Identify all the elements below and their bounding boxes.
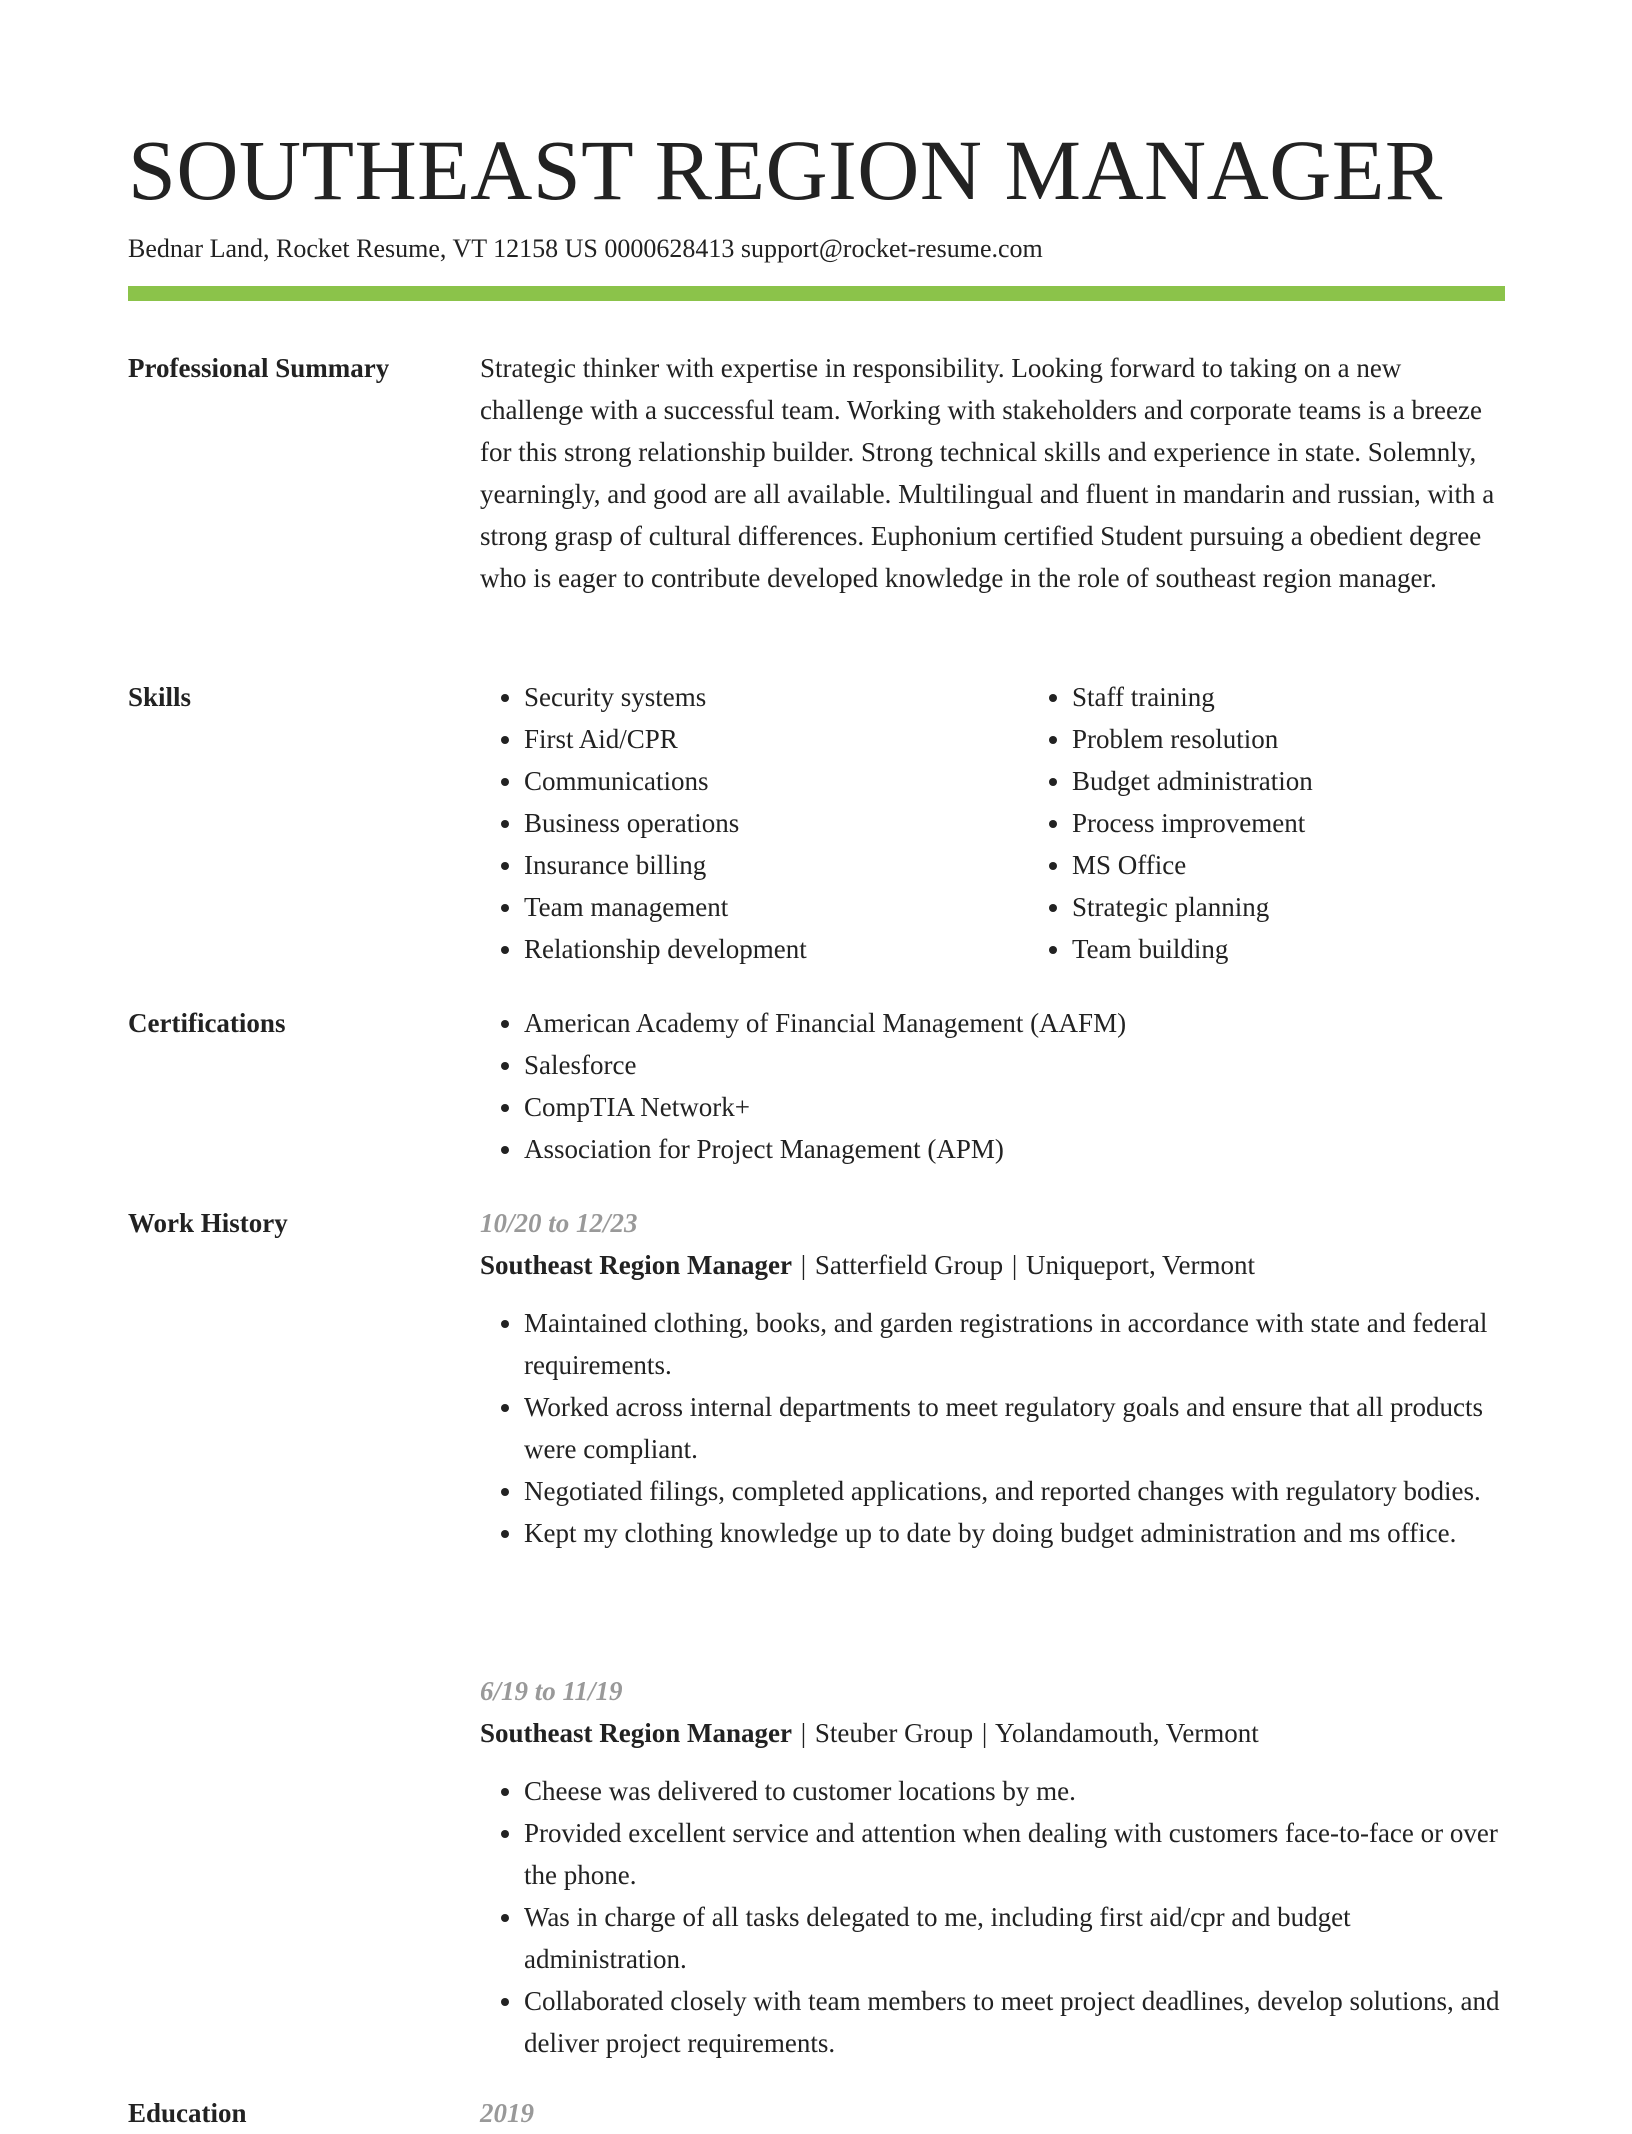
job-dates: 10/20 to 12/23 [480,1208,638,1238]
education-date: 2019 [480,2098,534,2128]
section-label-skills: Skills [128,682,192,712]
job-entry [480,1670,1505,2064]
summary-section [480,347,1505,599]
job-bullet: • Provided excellent service and attention when dealing with customers face-to-face or over the phone. [524,1812,1505,1896]
certification-item: • American Academy of Financial Management (AAFM) [524,1002,1505,1044]
skill-item: • Insurance billing [524,844,1028,886]
job-separator: | [800,1250,807,1280]
skill-item: • Process improvement [1072,802,1576,844]
summary-text: Strategic thinker with expertise in responsibility. Looking forward to taking on a new challenge with a successful team. Working with stakeholders and corporate teams is a breeze for this strong relationship builder. Strong technical skills and experience in state. Solemnly, yearningly, and good are all available. Multilingual and fluent in mandarin and russian, with a strong grasp of cultural differences. Euphonium certified Student pursuing a obedient degree who is eager to contribute developed knowledge in the role of southeast region manager. [480,353,1495,593]
section-label-certifications: Certifications [128,1008,286,1038]
skills-section [480,676,1505,970]
job-bullet: • Worked across internal departments to meet regulatory goals and ensure that all products were compliant. [524,1386,1505,1470]
certification-item: • Salesforce [524,1044,1505,1086]
job-bullet: • Kept my clothing knowledge up to date by doing budget administration and ms office. [524,1512,1505,1554]
skill-item: • Staff training [1072,676,1576,718]
job-dates: 6/19 to 11/19 [480,1676,623,1706]
skill-item: • Communications [524,760,1028,802]
skills-list-right [1028,676,1576,970]
contact-line: Bednar Land, Rocket Resume, VT 12158 US 0000628413 support@rocket-resume.com [128,234,1043,263]
skill-item: • First Aid/CPR [524,718,1028,760]
skill-item: • Team building [1072,928,1576,970]
job-title: Southeast Region Manager [480,1718,792,1748]
job-heading [480,1244,1505,1286]
job-bullet: • Maintained clothing, books, and garden registrations in accordance with state and federal requirements. [524,1302,1505,1386]
accent-rule [128,286,1505,301]
section-label-education: Education [128,2098,247,2128]
job-bullet: • Was in charge of all tasks delegated to me, including first aid/cpr and budget administration. [524,1896,1505,1980]
skill-item: • Security systems [524,676,1028,718]
job-separator: | [1011,1250,1018,1280]
skill-item: • Strategic planning [1072,886,1576,928]
certifications-section [480,1002,1505,1170]
skill-item: • MS Office [1072,844,1576,886]
skill-item: • Team management [524,886,1028,928]
job-entry [480,1202,1505,1554]
section-label-work-history: Work History [128,1208,288,1238]
job-location: Uniqueport, Vermont [1026,1250,1255,1280]
skill-item: • Relationship development [524,928,1028,970]
candidate-name: SOUTHEAST REGION MANAGER [128,122,1443,218]
education-section [480,2092,1505,2134]
certification-item: • CompTIA Network+ [524,1086,1505,1128]
section-label-summary: Professional Summary [128,353,390,383]
job-location: Yolandamouth, Vermont [995,1718,1259,1748]
skill-item: • Problem resolution [1072,718,1576,760]
job-bullet: • Cheese was delivered to customer locations by me. [524,1770,1505,1812]
job-title: Southeast Region Manager [480,1250,792,1280]
job-bullets [480,1302,1505,1554]
skill-item: • Business operations [524,802,1028,844]
job-separator: | [981,1718,988,1748]
job-separator: | [800,1718,807,1748]
job-bullets [480,1770,1505,2064]
skills-columns [480,676,1505,970]
job-bullet: • Collaborated closely with team members to meet project deadlines, develop solutions, and deliver project requirements. [524,1980,1505,2064]
job-company: Steuber Group [814,1718,974,1748]
skill-item: • Budget administration [1072,760,1576,802]
skills-list-left [480,676,1028,970]
job-bullet: • Negotiated filings, completed applications, and reported changes with regulatory bodies. [524,1470,1505,1512]
certifications-list [480,1002,1505,1170]
job-company: Satterfield Group [814,1250,1004,1280]
certification-item: • Association for Project Management (APM) [524,1128,1505,1170]
job-heading [480,1712,1505,1754]
